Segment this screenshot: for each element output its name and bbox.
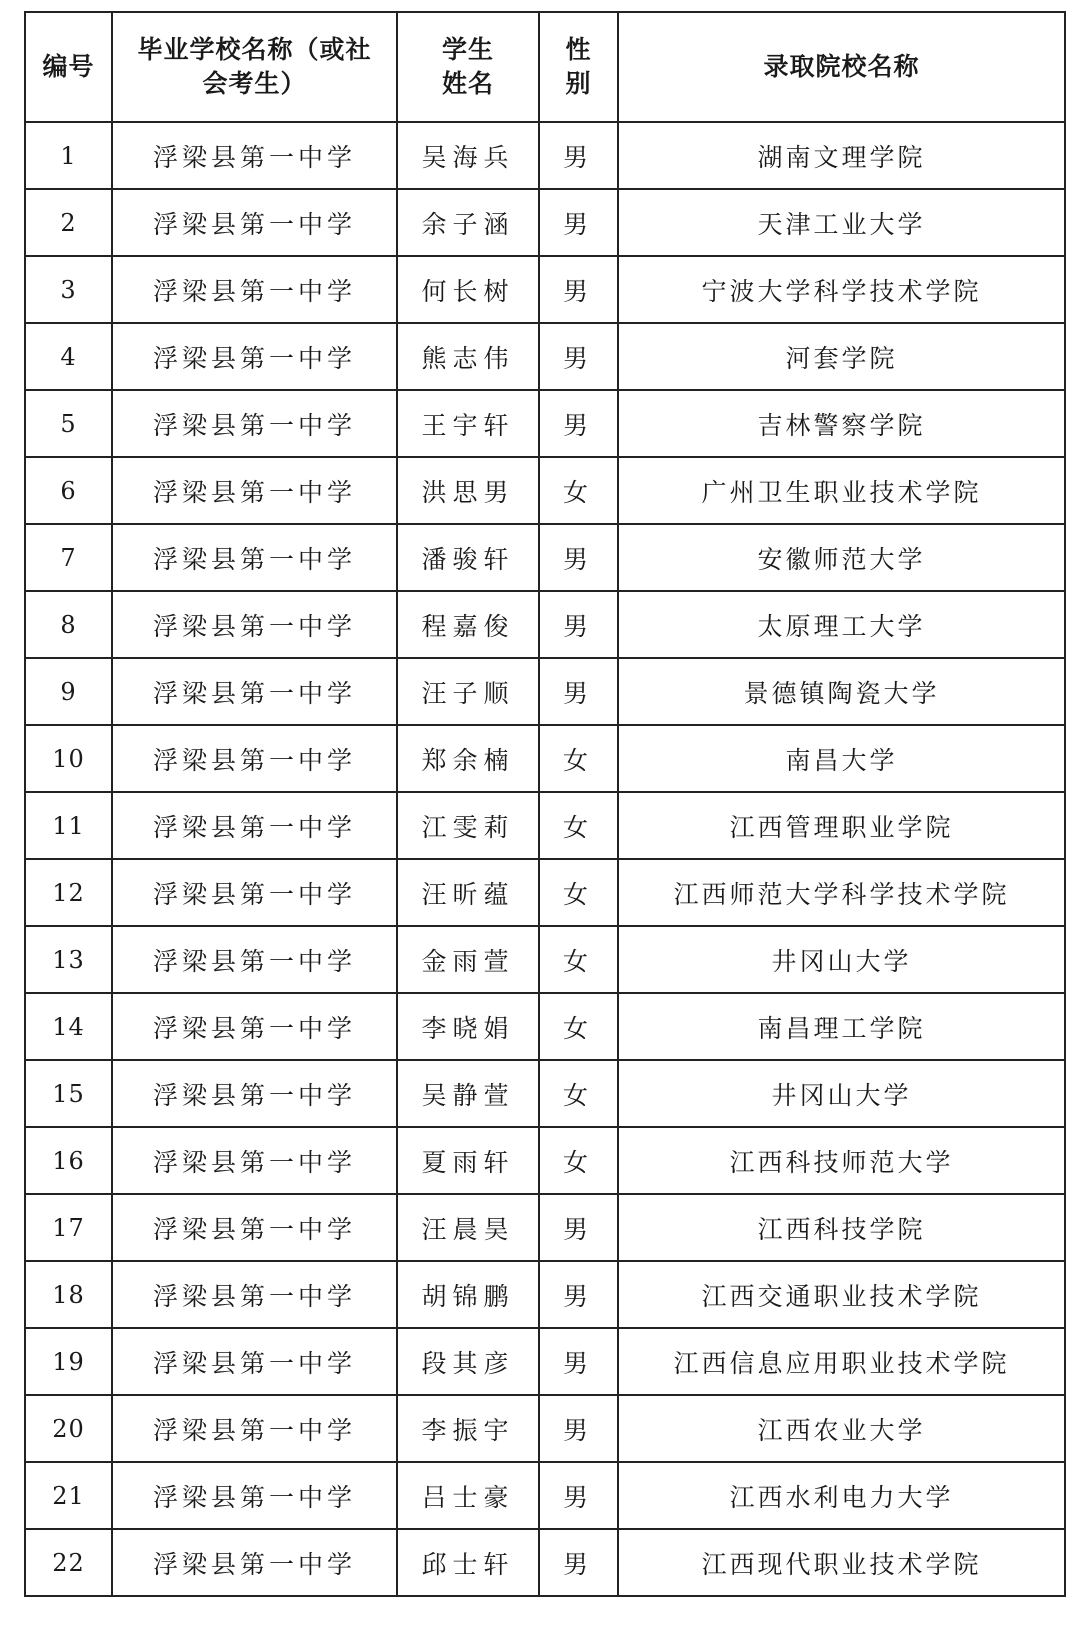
cell-gender: 女 <box>539 725 618 792</box>
table-row <box>25 591 1065 658</box>
cell-gender: 男 <box>539 1194 618 1261</box>
cell-student-name: 汪子顺 <box>397 658 539 725</box>
cell-student-name: 邱士轩 <box>397 1529 539 1596</box>
cell-college: 景德镇陶瓷大学 <box>618 658 1065 725</box>
cell-school: 浮梁县第一中学 <box>112 1261 397 1328</box>
cell-student-name: 汪昕蕴 <box>397 859 539 926</box>
cell-gender: 女 <box>539 993 618 1060</box>
cell-student-name: 李振宇 <box>397 1395 539 1462</box>
cell-no: 11 <box>25 792 112 859</box>
cell-gender: 男 <box>539 1462 618 1529</box>
table-row <box>25 926 1065 993</box>
cell-no: 22 <box>25 1529 112 1596</box>
cell-student-name: 胡锦鹏 <box>397 1261 539 1328</box>
header-name-line1: 学生 <box>441 35 494 64</box>
cell-no: 20 <box>25 1395 112 1462</box>
cell-college: 吉林警察学院 <box>618 390 1065 457</box>
cell-school: 浮梁县第一中学 <box>112 725 397 792</box>
table-row <box>25 390 1065 457</box>
cell-student-name: 何长树 <box>397 256 539 323</box>
cell-no: 21 <box>25 1462 112 1529</box>
cell-college: 江西现代职业技术学院 <box>618 1529 1065 1596</box>
table-row <box>25 993 1065 1060</box>
cell-no: 7 <box>25 524 112 591</box>
cell-no: 16 <box>25 1127 112 1194</box>
cell-college: 井冈山大学 <box>618 1060 1065 1127</box>
cell-gender: 女 <box>539 792 618 859</box>
cell-gender: 女 <box>539 1127 618 1194</box>
table-row <box>25 1127 1065 1194</box>
cell-college: 江西信息应用职业技术学院 <box>618 1328 1065 1395</box>
cell-student-name: 金雨萱 <box>397 926 539 993</box>
cell-no: 12 <box>25 859 112 926</box>
cell-college: 天津工业大学 <box>618 189 1065 256</box>
table-row <box>25 457 1065 524</box>
cell-school: 浮梁县第一中学 <box>112 457 397 524</box>
cell-gender: 女 <box>539 926 618 993</box>
cell-student-name: 吕士豪 <box>397 1462 539 1529</box>
cell-no: 18 <box>25 1261 112 1328</box>
cell-college: 湖南文理学院 <box>618 122 1065 189</box>
cell-student-name: 段其彦 <box>397 1328 539 1395</box>
cell-college: 江西水利电力大学 <box>618 1462 1065 1529</box>
table-row <box>25 792 1065 859</box>
cell-gender: 男 <box>539 591 618 658</box>
cell-college: 南昌大学 <box>618 725 1065 792</box>
cell-gender: 男 <box>539 189 618 256</box>
cell-school: 浮梁县第一中学 <box>112 1395 397 1462</box>
table-row <box>25 1395 1065 1462</box>
cell-gender: 男 <box>539 390 618 457</box>
cell-student-name: 王宇轩 <box>397 390 539 457</box>
cell-gender: 男 <box>539 323 618 390</box>
cell-student-name: 洪思男 <box>397 457 539 524</box>
table-row <box>25 1462 1065 1529</box>
table-row <box>25 524 1065 591</box>
cell-school: 浮梁县第一中学 <box>112 524 397 591</box>
cell-school: 浮梁县第一中学 <box>112 1328 397 1395</box>
cell-no: 8 <box>25 591 112 658</box>
cell-school: 浮梁县第一中学 <box>112 256 397 323</box>
header-name <box>397 12 539 122</box>
cell-gender: 女 <box>539 457 618 524</box>
cell-student-name: 江雯莉 <box>397 792 539 859</box>
cell-school: 浮梁县第一中学 <box>112 792 397 859</box>
header-row <box>25 12 1065 122</box>
table-row <box>25 1194 1065 1261</box>
cell-no: 15 <box>25 1060 112 1127</box>
table-row <box>25 122 1065 189</box>
cell-school: 浮梁县第一中学 <box>112 859 397 926</box>
cell-no: 6 <box>25 457 112 524</box>
cell-gender: 男 <box>539 122 618 189</box>
cell-student-name: 潘骏轩 <box>397 524 539 591</box>
cell-school: 浮梁县第一中学 <box>112 993 397 1060</box>
table-row <box>25 1261 1065 1328</box>
cell-no: 1 <box>25 122 112 189</box>
cell-gender: 女 <box>539 1060 618 1127</box>
cell-school: 浮梁县第一中学 <box>112 1462 397 1529</box>
table-row <box>25 1060 1065 1127</box>
admission-roster-table <box>24 11 1066 1597</box>
cell-gender: 女 <box>539 859 618 926</box>
cell-college: 江西师范大学科学技术学院 <box>618 859 1065 926</box>
cell-no: 17 <box>25 1194 112 1261</box>
cell-school: 浮梁县第一中学 <box>112 1194 397 1261</box>
cell-college: 江西科技师范大学 <box>618 1127 1065 1194</box>
cell-college: 江西交通职业技术学院 <box>618 1261 1065 1328</box>
table-row <box>25 256 1065 323</box>
cell-student-name: 李晓娟 <box>397 993 539 1060</box>
cell-gender: 男 <box>539 256 618 323</box>
cell-gender: 男 <box>539 524 618 591</box>
cell-no: 3 <box>25 256 112 323</box>
cell-student-name: 郑余楠 <box>397 725 539 792</box>
cell-school: 浮梁县第一中学 <box>112 1127 397 1194</box>
cell-student-name: 吴海兵 <box>397 122 539 189</box>
roster-body <box>25 122 1065 1596</box>
table-row <box>25 1328 1065 1395</box>
cell-school: 浮梁县第一中学 <box>112 122 397 189</box>
table-row <box>25 1529 1065 1596</box>
header-college <box>618 12 1065 122</box>
cell-no: 5 <box>25 390 112 457</box>
cell-gender: 男 <box>539 1261 618 1328</box>
cell-school: 浮梁县第一中学 <box>112 1529 397 1596</box>
cell-school: 浮梁县第一中学 <box>112 591 397 658</box>
cell-college: 广州卫生职业技术学院 <box>618 457 1065 524</box>
header-name-line2: 姓名 <box>441 69 494 98</box>
cell-college: 江西科技学院 <box>618 1194 1065 1261</box>
cell-gender: 男 <box>539 1328 618 1395</box>
cell-school: 浮梁县第一中学 <box>112 189 397 256</box>
header-gender <box>539 12 618 122</box>
header-school-line2: 会考生） <box>202 69 307 98</box>
cell-no: 19 <box>25 1328 112 1395</box>
cell-school: 浮梁县第一中学 <box>112 323 397 390</box>
cell-college: 井冈山大学 <box>618 926 1065 993</box>
cell-college: 宁波大学科学技术学院 <box>618 256 1065 323</box>
cell-school: 浮梁县第一中学 <box>112 658 397 725</box>
header-gender-line2: 别 <box>565 69 592 98</box>
cell-gender: 男 <box>539 1529 618 1596</box>
cell-no: 10 <box>25 725 112 792</box>
header-gender-line1: 性 <box>565 35 592 64</box>
table-row <box>25 658 1065 725</box>
header-school <box>112 12 397 122</box>
cell-student-name: 熊志伟 <box>397 323 539 390</box>
cell-gender: 男 <box>539 658 618 725</box>
table-row <box>25 725 1065 792</box>
cell-college: 江西农业大学 <box>618 1395 1065 1462</box>
cell-student-name: 吴静萱 <box>397 1060 539 1127</box>
cell-school: 浮梁县第一中学 <box>112 926 397 993</box>
table-row <box>25 189 1065 256</box>
cell-no: 13 <box>25 926 112 993</box>
cell-school: 浮梁县第一中学 <box>112 1060 397 1127</box>
cell-student-name: 汪晨昊 <box>397 1194 539 1261</box>
cell-no: 2 <box>25 189 112 256</box>
cell-college: 河套学院 <box>618 323 1065 390</box>
header-no-label: 编号 <box>42 52 95 81</box>
cell-no: 4 <box>25 323 112 390</box>
header-no <box>25 12 112 122</box>
cell-gender: 男 <box>539 1395 618 1462</box>
cell-college: 江西管理职业学院 <box>618 792 1065 859</box>
cell-college: 南昌理工学院 <box>618 993 1065 1060</box>
cell-college: 太原理工大学 <box>618 591 1065 658</box>
cell-student-name: 余子涵 <box>397 189 539 256</box>
cell-school: 浮梁县第一中学 <box>112 390 397 457</box>
cell-student-name: 夏雨轩 <box>397 1127 539 1194</box>
header-college-label: 录取院校名称 <box>763 52 920 81</box>
table-row <box>25 859 1065 926</box>
cell-no: 14 <box>25 993 112 1060</box>
header-school-line1: 毕业学校名称（或社 <box>137 35 372 64</box>
cell-student-name: 程嘉俊 <box>397 591 539 658</box>
cell-college: 安徽师范大学 <box>618 524 1065 591</box>
table-row <box>25 323 1065 390</box>
cell-no: 9 <box>25 658 112 725</box>
